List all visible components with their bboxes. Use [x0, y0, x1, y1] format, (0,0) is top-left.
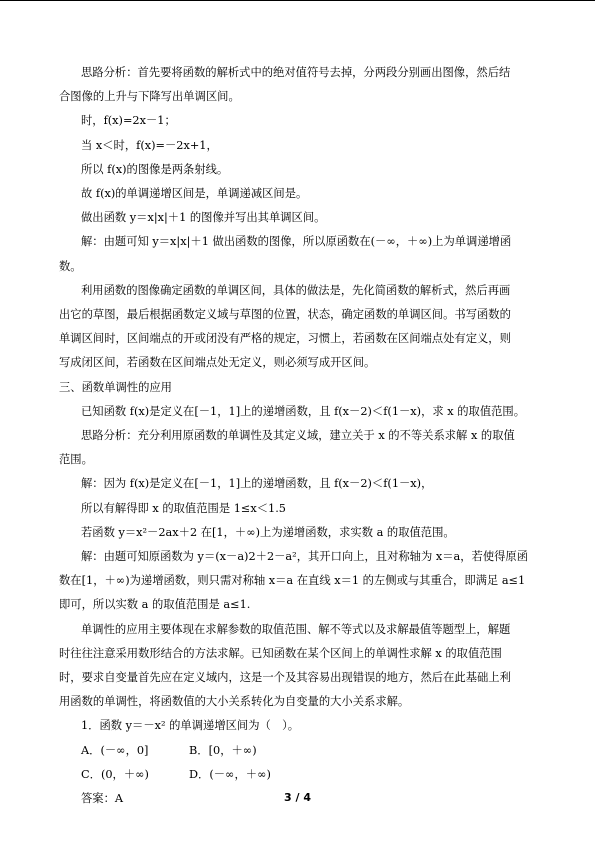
answer-line: 答案：A: [81, 792, 124, 806]
option-item: C．(0，＋∞): [81, 767, 149, 781]
text-line: 故 f(x)的单调递增区间是，单调递减区间是。: [81, 187, 308, 201]
text-line: 单调性的应用主要体现在求解参数的取值范围、解不等式以及求解最值等题型上，解题: [81, 622, 511, 636]
text-line: 解：由题可知原函数为 y＝(x－a)2＋2－a²，其开口向上，且对称轴为 x＝a，若使得原函: [81, 550, 529, 564]
top-rule: [0, 0, 595, 1]
answer-options: [59, 739, 549, 787]
text-line: 数。: [59, 259, 82, 273]
text-line: 出它的草图，最后根据函数定义域与草图的位置，状态，确定函数的单调区间。书写函数的: [59, 308, 511, 322]
text-line: 所以 f(x)的图像是两条射线。: [81, 162, 229, 176]
option-row: [59, 739, 549, 763]
text-line: 三、函数单调性的应用: [59, 380, 172, 394]
text-line: 写成闭区间，若函数在区间端点处无定义，则必须写成开区间。: [59, 356, 376, 370]
option-item: A．(－∞，0]: [81, 743, 149, 757]
text-line: 1．函数 y＝－x² 的单调递增区间为（ ）。: [81, 719, 300, 733]
text-line: 解：因为 f(x)是定义在[－1，1]上的递增函数，且 f(x－2)＜f(1－x)，: [81, 477, 433, 491]
text-line: 思路分析：充分利用原函数的单调性及其定义域，建立关于 x 的不等关系求解 x 的取值: [81, 429, 515, 443]
option-row: [59, 763, 549, 787]
text-line: 时往往注意采用数形结合的方法求解。已知函数在某个区间上的单调性求解 x 的取值范围: [59, 646, 502, 660]
page-number: 3 / 4: [284, 791, 311, 804]
text-line: 数在[1，＋∞)为递增函数，则只需对称轴 x＝a 在直线 x＝1 的左侧或与其重合，即满足 a≤1: [59, 574, 526, 588]
text-line: 做出函数 y＝x|x|＋1 的图像并写出其单调区间。: [81, 211, 326, 225]
text-line: 解：由题可知 y＝x|x|＋1 做出函数的图像，所以原函数在(－∞，＋∞)上为单调递增函: [81, 235, 512, 249]
text-line: 即可，所以实数 a 的取值范围是 a≤1.: [59, 598, 251, 612]
option-item: D．(－∞，＋∞): [189, 767, 271, 781]
text-line: 范围。: [59, 453, 93, 467]
text-line: 合图像的上升与下降写出单调区间。: [59, 90, 240, 104]
text-line: 利用函数的图像确定函数的单调区间，具体的做法是，先化简函数的解析式，然后再画: [81, 283, 511, 297]
text-line: 所以有解得即 x 的取值范围是 1≤x＜1.5: [81, 501, 286, 515]
text-line: 时，要求自变量首先应在定义域内，这是一个及其容易出现错误的地方，然后在此基础上利: [59, 671, 511, 685]
text-line: 用函数的单调性，将函数值的大小关系转化为自变量的大小关系求解。: [59, 695, 410, 709]
text-line: 思路分析：首先要将函数的解析式中的绝对值符号去掉，分两段分别画出图像，然后结: [81, 66, 511, 79]
text-line: 时，f(x)=2x－1；: [81, 114, 176, 128]
option-item: B．[0，＋∞): [189, 743, 257, 757]
text-line: 当 x＜时，f(x)=－2x+1，: [81, 138, 218, 152]
text-line: 已知函数 f(x)是定义在[－1，1]上的递增函数，且 f(x－2)＜f(1－x)，求 x 的取值范围。: [81, 404, 526, 418]
text-line: 若函数 y＝x²－2ax＋2 在[1，＋∞)上为递增函数，求实数 a 的取值范围。: [81, 525, 455, 539]
text-line: 单调区间时，区间端点的开或闭没有严格的规定，习惯上，若函数在区间端点处有定义，则: [59, 332, 511, 346]
document-body: [59, 61, 549, 811]
paragraph-lines: [59, 61, 549, 739]
